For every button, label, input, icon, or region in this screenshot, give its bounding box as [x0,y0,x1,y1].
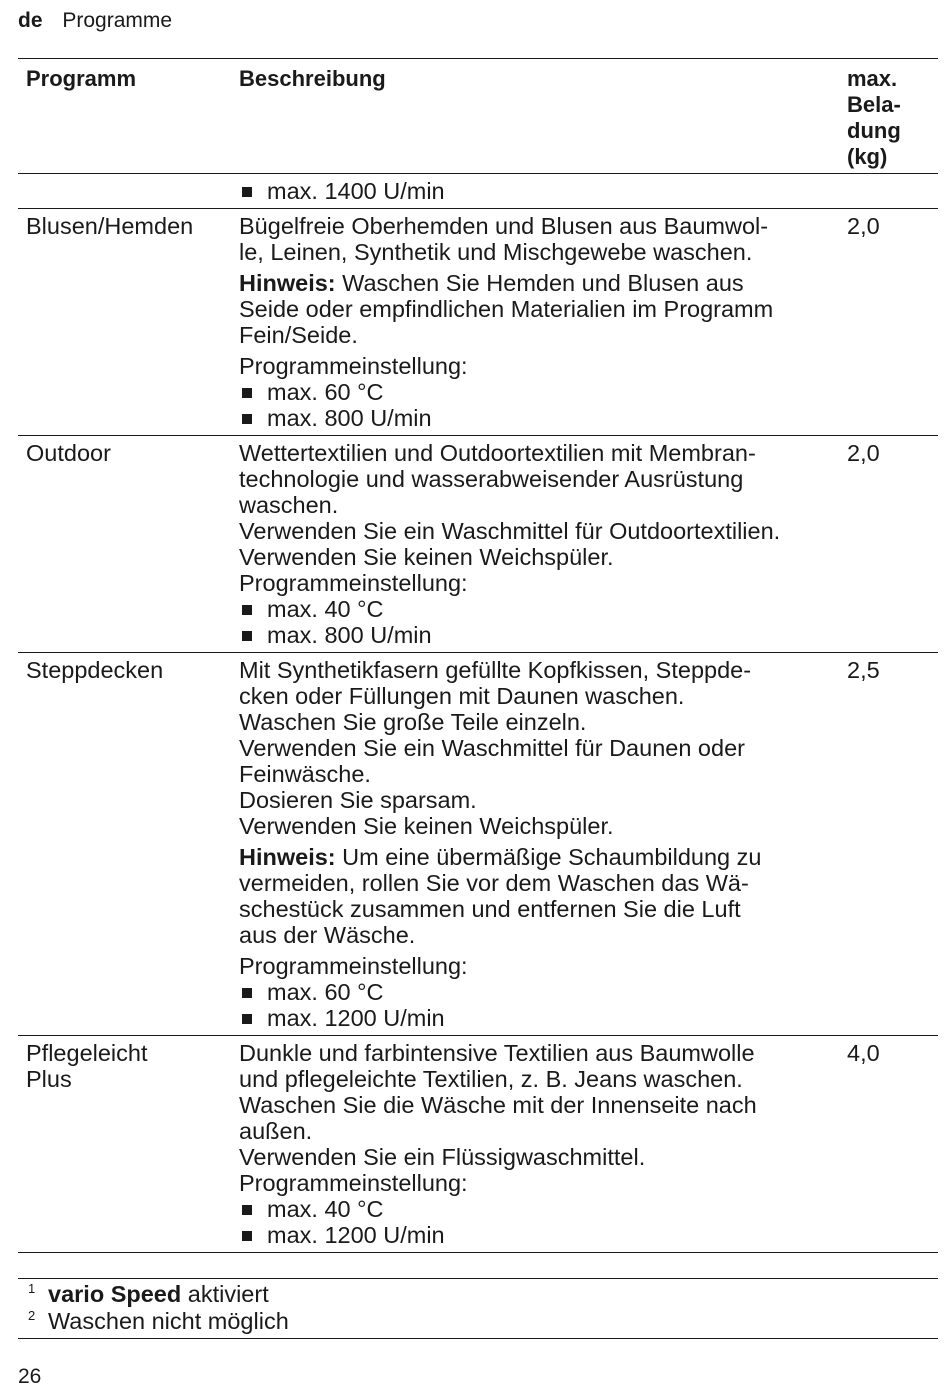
description-line: cken oder Füllungen mit Daunen waschen. [239,683,685,709]
program-name-cell [18,436,231,653]
program-name-cell [18,174,231,209]
description-line: Verwenden Sie ein Waschmittel für Daunen oder [239,735,745,761]
hint-label: Hinweis: [239,270,336,296]
description-line: Waschen Sie die Wäsche mit der Innenseite nach [239,1092,757,1118]
setting-item: max. 40 °C [239,1196,839,1222]
setting-item: max. 800 U/min [239,405,839,431]
description-line: außen. [239,1118,313,1144]
load-cell [839,174,938,209]
hint-line: aus der Wäsche. [239,922,416,948]
setting-list [239,178,839,204]
description-line: Dosieren Sie sparsam. [239,787,477,813]
language-code: de [18,9,43,32]
hint-text: Waschen Sie Hemden und Blusen aus [335,270,744,296]
table-row [18,436,938,653]
column-header-description: Beschreibung [231,59,839,174]
table-row [18,209,938,436]
load-cell: 2,0 [839,436,938,653]
setting-item: max. 1400 U/min [239,178,839,204]
program-name: Blusen/Hemden [26,213,194,239]
setting-item: max. 1200 U/min [239,1222,839,1248]
setting-list [239,596,839,648]
hint-label: Hinweis: [239,844,336,870]
description-paragraph [239,440,839,570]
table-row [18,1036,938,1253]
setting-list [239,979,839,1031]
description-line: Verwenden Sie keinen Weichspüler. [239,544,614,570]
program-name-cell [18,1036,231,1253]
hint-paragraph [239,844,839,948]
description-cell [231,209,839,436]
setting-label: Programmeinstellung: [239,1170,468,1196]
setting-item: max. 800 U/min [239,622,839,648]
description-paragraph [239,657,839,839]
column-header-load [839,59,938,174]
description-cell [231,653,839,1036]
description-cell [231,1036,839,1253]
description-line: und pflegeleichte Textilien, z. B. Jeans waschen. [239,1066,743,1092]
description-line: Bügelfreie Oberhemden und Blusen aus Baumwol- [239,213,769,239]
load-header-line: max. [847,66,898,91]
hint-line: Fein/Seide. [239,322,358,348]
description-line: technologie und wasserabweisender Ausrüstung [239,466,744,492]
page-number: 26 [18,1365,42,1388]
program-name-cell [18,653,231,1036]
footnote-text: Waschen nicht möglich [48,1308,289,1334]
footnote-mark: 2 [28,1308,36,1323]
description-line: Wettertextilien und Outdoortextilien mit Membran- [239,440,756,466]
description-line: Verwenden Sie ein Waschmittel für Outdoortextilien. [239,518,781,544]
description-paragraph [239,1040,839,1170]
footnote-bold: vario Speed [48,1281,182,1307]
table-row [18,653,938,1036]
load-cell: 2,5 [839,653,938,1036]
program-name-cell [18,209,231,436]
footnotes [18,1278,938,1339]
footnote-text: aktiviert [181,1281,269,1307]
setting-label: Programmeinstellung: [239,953,468,979]
program-name: Outdoor [26,440,111,466]
load-header-line: dung [847,118,901,143]
description-line: Waschen Sie große Teile einzeln. [239,709,587,735]
load-cell: 4,0 [839,1036,938,1253]
load-header-line: (kg) [847,144,888,169]
hint-line: vermeiden, rollen Sie vor dem Waschen das Wä- [239,870,749,896]
description-cell [231,174,839,209]
hint-line: schestück zusammen und entfernen Sie die Luft [239,896,741,922]
table-row-continued [18,174,938,209]
description-line: le, Leinen, Synthetik und Mischgewebe waschen. [239,239,753,265]
description-line: Feinwäsche. [239,761,371,787]
program-name: Pflegeleicht [26,1040,148,1066]
hint-paragraph [239,270,839,348]
load-header-line: Bela- [847,92,901,117]
load-cell: 2,0 [839,209,938,436]
setting-item: max. 60 °C [239,379,839,405]
column-header-program: Programm [18,59,231,174]
setting-list [239,379,839,431]
footnote-mark: 1 [28,1281,36,1296]
description-line: waschen. [239,492,339,518]
footnote [18,1281,938,1308]
description-line: Verwenden Sie keinen Weichspüler. [239,813,614,839]
program-table [18,58,938,1253]
setting-list [239,1196,839,1248]
setting-label: Programmeinstellung: [239,570,468,596]
hint-line: Seide oder empfindlichen Materialien im Programm [239,296,774,322]
footnote [18,1308,938,1335]
description-cell [231,436,839,653]
hint-text: Um eine übermäßige Schaumbildung zu [335,844,762,870]
program-name: Steppdecken [26,657,164,683]
setting-item: max. 40 °C [239,596,839,622]
description-line: Verwenden Sie ein Flüssigwaschmittel. [239,1144,646,1170]
setting-item: max. 60 °C [239,979,839,1005]
table-header-row [18,59,938,174]
program-name: Plus [26,1066,72,1092]
setting-label: Programmeinstellung: [239,353,468,379]
description-paragraph [239,213,839,265]
section-title: Programme [62,9,173,32]
description-line: Mit Synthetikfasern gefüllte Kopfkissen, Steppde- [239,657,752,683]
description-line: Dunkle und farbintensive Textilien aus Baumwolle [239,1040,755,1066]
setting-item: max. 1200 U/min [239,1005,839,1031]
page-header [18,9,172,33]
